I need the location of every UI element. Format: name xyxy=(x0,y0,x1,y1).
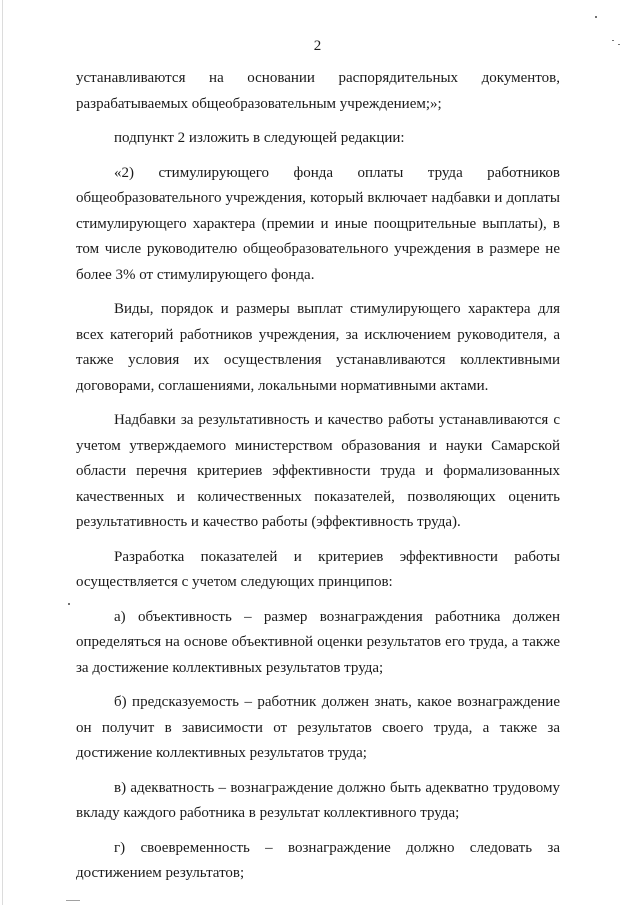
paragraph-principle-b: б) предсказуемость – работник должен знать, какое вознаграждение он получит в зависимости от результатов своего труда, а также за достижение коллективных результатов труда; xyxy=(76,694,560,761)
paragraph-item-2: «2) стимулирующего фонда оплаты труда работников общеобразовательного учреждения, который включает надбавки и доплаты стимулирующего характера (премии и иные поощрительные выплаты), в том числе руководителю общеобразовательного учреждения в размере не более 3% от стимулирующего фонда. xyxy=(76,164,560,283)
paragraph-payment-types: Виды, порядок и размеры выплат стимулирующего характера для всех категорий работников учреждения, за исключением руководителя, а также условия их осуществления устанавливаются коллективными договорами, соглашениями, локальными нормативными актами. xyxy=(76,301,560,394)
paragraph-bonuses: Надбавки за результативность и качество работы устанавливаются с учетом утверждаемого министерством образования и науки Самарской области перечня критериев эффективности труда и формализованных качественных и количественных показателей, позволяющих оценить результативность и качество работы (эффективность труда). xyxy=(76,412,560,530)
paragraph-continuation: устанавливаются на основании распорядительных документов, разрабатываемых общеобразовательным учреждением;»; xyxy=(76,70,560,112)
scan-edge-left xyxy=(2,0,3,905)
document-body xyxy=(76,66,560,896)
paragraph-principle-d: г) своевременность – вознаграждение должно следовать за достижением результатов; xyxy=(76,839,560,881)
scan-speck xyxy=(68,603,70,605)
paragraph-instruction: подпункт 2 изложить в следующей редакции: xyxy=(114,130,405,146)
scan-speck xyxy=(595,16,597,18)
paragraph-principles-intro: Разработка показателей и критериев эффективности работы осуществляется с учетом следующих принципов: xyxy=(76,548,560,590)
scan-speck xyxy=(66,900,80,901)
paragraph-principle-a: а) объективность – размер вознаграждения работника должен определяться на основе объективной оценки результатов его труда, а также за достижение коллективных результатов труда; xyxy=(76,608,560,676)
paragraph-principle-c: в) адекватность – вознаграждение должно быть адекватно трудовому вкладу каждого работника в результат коллективного труда; xyxy=(76,779,560,821)
page-number: 2 xyxy=(313,38,322,54)
